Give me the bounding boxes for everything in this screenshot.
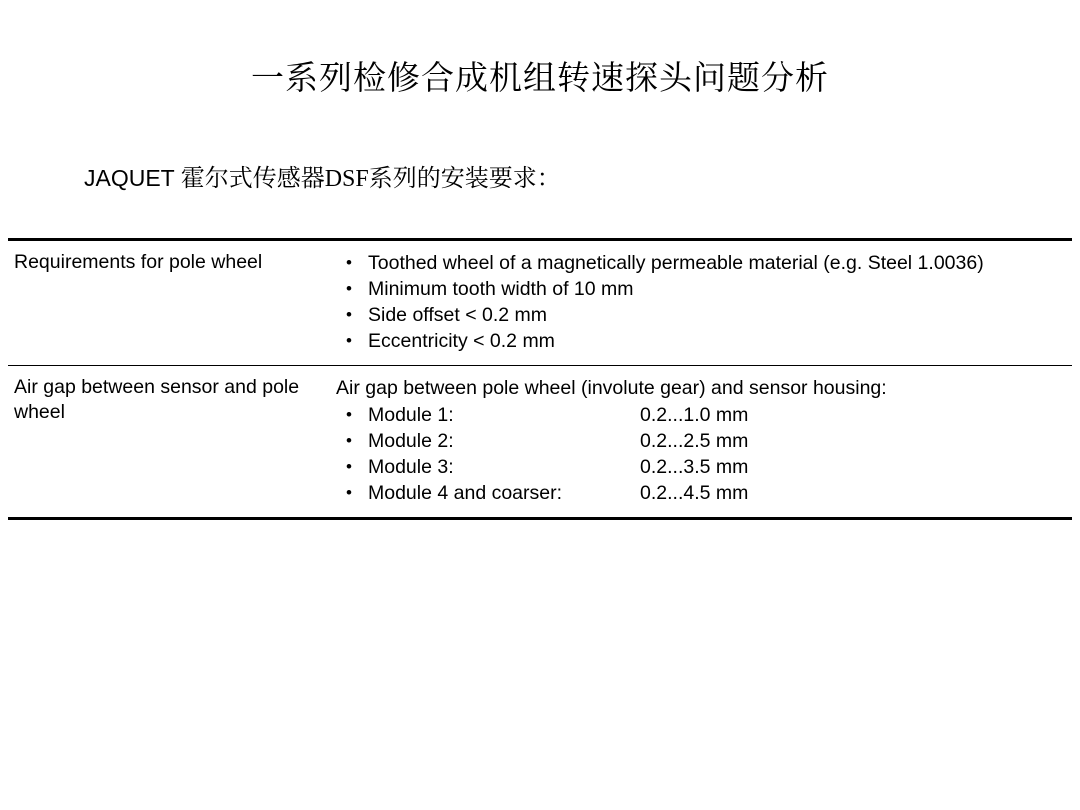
bullet-text: Minimum tooth width of 10 mm <box>368 278 634 300</box>
table-bottom-border-right <box>332 519 1072 521</box>
table-row <box>8 240 1072 366</box>
row-label: Air gap between sensor and pole wheel <box>8 366 332 519</box>
row-label: Requirements for pole wheel <box>8 240 332 366</box>
bullet-value: 0.2...2.5 mm <box>640 430 749 452</box>
bullet-text: Module 3: <box>368 456 454 478</box>
row-content <box>332 240 1072 366</box>
bullet-text: Toothed wheel of a magnetically permeable material (e.g. Steel 1.0036) <box>368 252 984 274</box>
bullet-value: 0.2...3.5 mm <box>640 456 749 478</box>
list-item <box>336 402 1072 428</box>
bullet-text: Module 4 and coarser: <box>368 482 563 504</box>
table-bottom-border-left <box>8 519 332 521</box>
table-row <box>8 366 1072 519</box>
bullet-text: Module 2: <box>368 430 454 452</box>
bullet-list <box>336 402 1072 506</box>
page-title: 一系列检修合成机组转速探头问题分析 <box>251 61 829 97</box>
subtitle-line <box>84 158 561 193</box>
list-item <box>336 454 1072 480</box>
list-item <box>336 428 1072 454</box>
bullet-value: 0.2...1.0 mm <box>640 404 749 426</box>
subtitle-text: 霍尔式传感器DSF系列的安装要求： <box>180 166 561 192</box>
list-item <box>336 276 1072 302</box>
subtitle-brand: JAQUET <box>84 165 181 191</box>
bullet-value: 0.2...4.5 mm <box>640 482 749 504</box>
bullet-text: Side offset < 0.2 mm <box>368 304 548 326</box>
row-content <box>332 366 1072 519</box>
specifications-table <box>8 238 1072 520</box>
bullet-text: Eccentricity < 0.2 mm <box>368 330 555 352</box>
row-lead-text: Air gap between pole wheel (involute gear) and sensor housing: <box>336 377 887 399</box>
bullet-list <box>336 250 1072 354</box>
list-item <box>336 480 1072 506</box>
list-item <box>336 250 1072 276</box>
bullet-text: Module 1: <box>368 404 454 426</box>
list-item <box>336 302 1072 328</box>
table-bottom-border <box>8 519 1072 521</box>
list-item <box>336 328 1072 354</box>
